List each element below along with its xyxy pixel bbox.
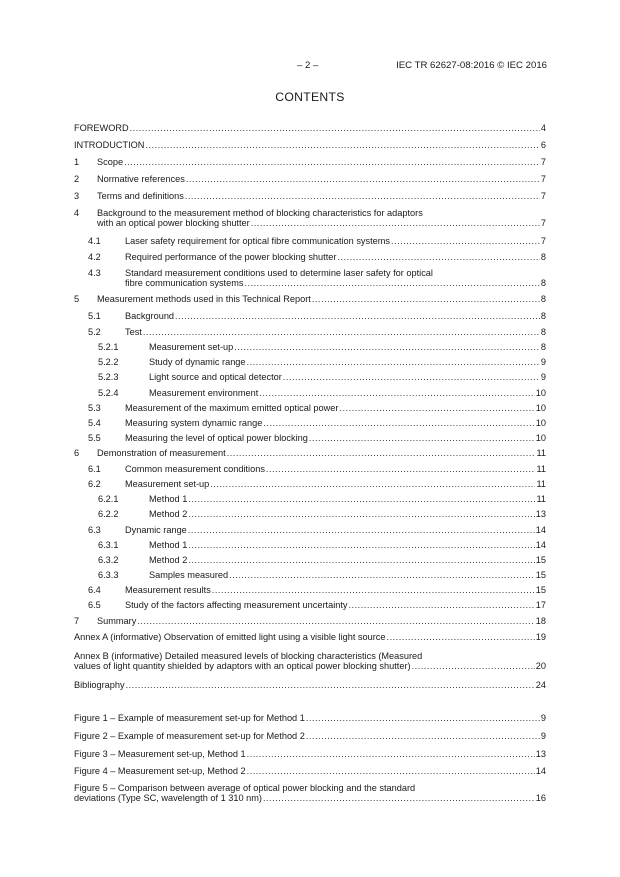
dot-leader xyxy=(188,494,535,504)
toc-title: Test xyxy=(125,327,142,337)
dot-leader xyxy=(188,555,534,565)
toc-title: Light source and optical detector xyxy=(149,372,282,382)
toc-title: Measurement set-up xyxy=(149,342,234,352)
toc-number: 5.4 xyxy=(88,418,101,428)
dot-leader xyxy=(259,388,534,398)
toc-page-number: 8 xyxy=(540,252,546,262)
toc-entry[interactable] xyxy=(74,616,546,626)
toc-number: 5.2.1 xyxy=(98,342,119,352)
dot-leader xyxy=(247,766,535,776)
toc-number: 6.2.2 xyxy=(98,509,119,519)
dot-leader xyxy=(130,123,540,133)
dot-leader xyxy=(283,372,540,382)
toc-page-number: 10 xyxy=(535,433,546,443)
toc-entry[interactable] xyxy=(74,464,546,474)
toc-title-continued: values of light quantity shielded by adaptors with an optical power blocking shutter) xyxy=(74,661,411,672)
toc-number: 6 xyxy=(74,448,80,458)
toc-entry[interactable] xyxy=(74,174,546,184)
dot-leader xyxy=(247,357,540,367)
toc-entry[interactable] xyxy=(74,433,546,443)
toc-title: Measurement of the maximum emitted optical power xyxy=(125,403,339,413)
dot-leader xyxy=(210,479,535,489)
toc-title: Background to the measurement method of blocking characteristics for adaptors xyxy=(97,208,423,218)
toc-entry[interactable] xyxy=(74,157,546,167)
toc-title: Measuring the level of optical power blocking xyxy=(125,433,308,443)
toc-title: Measurement methods used in this Technical Report xyxy=(97,294,311,304)
toc-title: Figure 1 – Example of measurement set-up for Method 1 xyxy=(74,713,305,723)
toc-entry[interactable] xyxy=(74,236,546,246)
toc-title: INTRODUCTION xyxy=(74,140,145,150)
dot-leader xyxy=(234,342,540,352)
toc-page-number: 10 xyxy=(535,418,546,428)
dot-leader xyxy=(337,252,539,262)
page-number: – 2 – xyxy=(297,60,319,71)
toc-number: 5.1 xyxy=(88,311,101,321)
figure-entry[interactable] xyxy=(74,713,546,723)
toc-page-number: 7 xyxy=(540,236,546,246)
toc-title: Dynamic range xyxy=(125,525,187,535)
toc-page-number: 19 xyxy=(535,632,546,642)
toc-number: 7 xyxy=(74,616,80,626)
toc-number: 5.2.3 xyxy=(98,372,119,382)
toc-number: 6.4 xyxy=(88,585,101,595)
dot-leader xyxy=(247,749,535,759)
toc-number: 4.3 xyxy=(88,268,101,278)
dot-leader xyxy=(126,680,535,690)
toc-page-number: 4 xyxy=(540,123,546,133)
dot-leader xyxy=(263,418,534,428)
toc-number: 2 xyxy=(74,174,80,184)
toc-page-number: 7 xyxy=(540,191,546,201)
figure-entry[interactable] xyxy=(74,731,546,741)
toc-title: Method 2 xyxy=(149,509,188,519)
toc-page-number: 15 xyxy=(535,585,546,595)
toc-page-number: 14 xyxy=(535,766,546,776)
toc-page-number: 11 xyxy=(536,448,546,458)
toc-number: 5.2.2 xyxy=(98,357,119,367)
toc-number: 5.2.4 xyxy=(98,388,119,398)
toc-entry[interactable] xyxy=(74,525,546,535)
dot-leader xyxy=(251,218,540,228)
toc-number: 5.5 xyxy=(88,433,101,443)
toc-entry[interactable] xyxy=(74,585,546,595)
dot-leader xyxy=(387,632,535,642)
toc-title: Measuring system dynamic range xyxy=(125,418,263,428)
toc-page-number: 20 xyxy=(535,661,546,672)
toc-number: 5 xyxy=(74,294,80,304)
dot-leader xyxy=(227,448,536,458)
dot-leader xyxy=(124,157,540,167)
toc-title: Terms and definitions xyxy=(97,191,184,201)
toc-page-number: 8 xyxy=(540,327,546,337)
toc-title: Bibliography xyxy=(74,680,125,690)
dot-leader xyxy=(175,311,540,321)
toc-number: 6.3.2 xyxy=(98,555,119,565)
dot-leader xyxy=(412,661,535,671)
dot-leader xyxy=(391,236,540,246)
toc-entry[interactable] xyxy=(74,651,546,672)
dot-leader xyxy=(339,403,534,413)
toc-entry[interactable] xyxy=(74,600,546,610)
toc-entry[interactable] xyxy=(74,357,546,367)
toc-number: 1 xyxy=(74,157,80,167)
toc-title: Measurement environment xyxy=(149,388,259,398)
toc-title: Study of dynamic range xyxy=(149,357,246,367)
toc-title: Measurement set-up xyxy=(125,479,210,489)
dot-leader xyxy=(143,327,540,337)
toc-number: 4.1 xyxy=(88,236,101,246)
dot-leader xyxy=(312,294,540,304)
standard-reference: IEC TR 62627-08:2016 © IEC 2016 xyxy=(396,60,547,71)
toc-entry[interactable] xyxy=(74,191,546,201)
dot-leader xyxy=(349,600,535,610)
toc-page-number: 10 xyxy=(535,403,546,413)
toc-title: Figure 4 – Measurement set-up, Method 2 xyxy=(74,766,246,776)
dot-leader xyxy=(188,525,535,535)
contents-title: CONTENTS xyxy=(275,90,345,104)
toc-entry[interactable] xyxy=(74,294,546,304)
dot-leader xyxy=(309,433,535,443)
toc-entry[interactable] xyxy=(74,268,546,289)
toc-title: Background xyxy=(125,311,175,321)
toc-entry[interactable] xyxy=(74,208,546,229)
toc-number: 5.2 xyxy=(88,327,101,337)
toc-page-number: 7 xyxy=(540,218,546,229)
toc-entry[interactable] xyxy=(74,123,546,133)
toc-entry[interactable] xyxy=(74,372,546,382)
toc-title-continued: fibre communication systems xyxy=(125,278,244,289)
toc-page-number: 17 xyxy=(535,600,546,610)
toc-title: Method 2 xyxy=(149,555,188,565)
toc-title: Method 1 xyxy=(149,494,188,504)
dot-leader xyxy=(263,793,535,803)
toc-page-number: 15 xyxy=(535,555,546,565)
toc-number: 4.2 xyxy=(88,252,101,262)
toc-page-number: 24 xyxy=(535,680,546,690)
toc-entry[interactable] xyxy=(74,448,546,458)
toc-number: 5.3 xyxy=(88,403,101,413)
dot-leader xyxy=(188,509,534,519)
toc-title: Scope xyxy=(97,157,124,167)
toc-entry[interactable] xyxy=(74,388,546,398)
toc-page-number: 9 xyxy=(540,713,546,723)
toc-page-number: 15 xyxy=(535,570,546,580)
toc-page-number: 18 xyxy=(535,616,546,626)
toc-page-number: 11 xyxy=(536,479,546,489)
toc-title: Figure 2 – Example of measurement set-up for Method 2 xyxy=(74,731,305,741)
dot-leader xyxy=(212,585,535,595)
toc-number: 6.5 xyxy=(88,600,101,610)
toc-number: 3 xyxy=(74,191,80,201)
toc-title: Method 1 xyxy=(149,540,188,550)
toc-entry[interactable] xyxy=(74,140,546,150)
toc-page-number: 8 xyxy=(540,342,546,352)
toc-page-number: 13 xyxy=(535,509,546,519)
toc-title: Annex B (informative) Detailed measured levels of blocking characteristics (Measured xyxy=(74,651,423,661)
toc-title-continued: with an optical power blocking shutter xyxy=(97,218,250,229)
toc-title: Measurement results xyxy=(125,585,211,595)
figure-entry[interactable] xyxy=(74,766,546,776)
toc-page-number: 9 xyxy=(540,357,546,367)
toc-page-number: 13 xyxy=(535,749,546,759)
toc-page-number: 8 xyxy=(540,294,546,304)
dot-leader xyxy=(306,713,540,723)
dot-leader xyxy=(244,278,539,288)
toc-number: 6.2.1 xyxy=(98,494,119,504)
toc-page-number: 16 xyxy=(535,793,546,804)
toc-number: 6.1 xyxy=(88,464,101,474)
toc-title: Samples measured xyxy=(149,570,229,580)
toc-page-number: 14 xyxy=(535,525,546,535)
toc-page-number: 8 xyxy=(540,278,546,289)
toc-title: FOREWORD xyxy=(74,123,129,133)
toc-entry[interactable] xyxy=(74,570,546,580)
toc-entry[interactable] xyxy=(74,479,546,489)
toc-entry[interactable] xyxy=(74,555,546,565)
toc-number: 6.3.3 xyxy=(98,570,119,580)
toc-page-number: 8 xyxy=(540,311,546,321)
toc-title: Figure 3 – Measurement set-up, Method 1 xyxy=(74,749,246,759)
toc-entry[interactable] xyxy=(74,311,546,321)
toc-page-number: 9 xyxy=(540,731,546,741)
toc-title: Laser safety requirement for optical fibre communication systems xyxy=(125,236,391,246)
dot-leader xyxy=(229,570,535,580)
toc-title-continued: deviations (Type SC, wavelength of 1 310 nm) xyxy=(74,793,262,804)
toc-number: 6.2 xyxy=(88,479,101,489)
toc-entry[interactable] xyxy=(74,418,546,428)
dot-leader xyxy=(186,174,540,184)
toc-title: Common measurement conditions xyxy=(125,464,265,474)
toc-page-number: 11 xyxy=(536,494,546,504)
toc-title: Study of the factors affecting measurement uncertainty xyxy=(125,600,348,610)
toc-page-number: 9 xyxy=(540,372,546,382)
toc-title: Normative references xyxy=(97,174,185,184)
toc-number: 6.3 xyxy=(88,525,101,535)
toc-title: Standard measurement conditions used to determine laser safety for optical xyxy=(125,268,433,278)
toc-page-number: 14 xyxy=(535,540,546,550)
dot-leader xyxy=(185,191,540,201)
dot-leader xyxy=(188,540,534,550)
dot-leader xyxy=(266,464,536,474)
figure-entry[interactable] xyxy=(74,749,546,759)
toc-page-number: 6 xyxy=(540,140,546,150)
toc-entry[interactable] xyxy=(74,494,546,504)
toc-entry[interactable] xyxy=(74,632,546,642)
toc-entry[interactable] xyxy=(74,680,546,690)
toc-title: Figure 5 – Comparison between average of optical power blocking and the standard xyxy=(74,783,416,793)
toc-entry[interactable] xyxy=(74,509,546,519)
toc-entry[interactable] xyxy=(74,327,546,337)
toc-page-number: 10 xyxy=(535,388,546,398)
toc-entry[interactable] xyxy=(74,252,546,262)
figure-entry[interactable] xyxy=(74,783,546,804)
dot-leader xyxy=(306,731,540,741)
toc-title: Demonstration of measurement xyxy=(97,448,226,458)
toc-title: Summary xyxy=(97,616,137,626)
dot-leader xyxy=(137,616,534,626)
toc-page-number: 7 xyxy=(540,174,546,184)
toc-entry[interactable] xyxy=(74,540,546,550)
toc-number: 4 xyxy=(74,208,80,218)
toc-title: Annex A (informative) Observation of emitted light using a visible light source xyxy=(74,632,386,642)
dot-leader xyxy=(145,140,539,150)
toc-entry[interactable] xyxy=(74,403,546,413)
toc-page-number: 7 xyxy=(540,157,546,167)
toc-entry[interactable] xyxy=(74,342,546,352)
toc-title: Required performance of the power blocking shutter xyxy=(125,252,337,262)
page-header xyxy=(0,60,620,74)
toc-number: 6.3.1 xyxy=(98,540,119,550)
toc-page-number: 11 xyxy=(536,464,546,474)
